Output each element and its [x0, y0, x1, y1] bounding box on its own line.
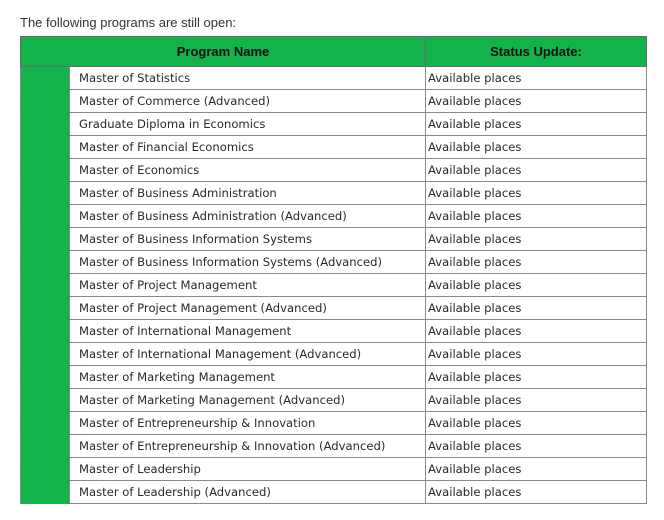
table-row: [21, 389, 647, 412]
programs-table: [20, 36, 647, 504]
status-cell: Available places: [426, 297, 647, 320]
table-row: [21, 435, 647, 458]
row-color-marker: [21, 297, 70, 320]
intro-text: The following programs are still open:: [20, 15, 237, 30]
table-row: [21, 228, 647, 251]
status-cell: Available places: [426, 343, 647, 366]
table-row: [21, 320, 647, 343]
status-cell: Available places: [426, 412, 647, 435]
program-name-cell: Master of International Management: [70, 320, 426, 343]
row-color-marker: [21, 205, 70, 228]
table-row: [21, 412, 647, 435]
status-cell: Available places: [426, 389, 647, 412]
table-row: [21, 251, 647, 274]
row-color-marker: [21, 481, 70, 504]
table-row: [21, 67, 647, 90]
row-color-marker: [21, 159, 70, 182]
table-row: [21, 481, 647, 504]
status-cell: Available places: [426, 90, 647, 113]
program-name-cell: Master of Entrepreneurship & Innovation (Advanced): [70, 435, 426, 458]
program-name-cell: Graduate Diploma in Economics: [70, 113, 426, 136]
programs-table-body: [21, 67, 647, 504]
table-header-row: [21, 37, 647, 67]
status-cell: Available places: [426, 366, 647, 389]
row-color-marker: [21, 343, 70, 366]
program-name-cell: Master of Financial Economics: [70, 136, 426, 159]
program-name-cell: Master of Entrepreneurship & Innovation: [70, 412, 426, 435]
program-name-cell: Master of Economics: [70, 159, 426, 182]
row-color-marker: [21, 320, 70, 343]
table-row: [21, 366, 647, 389]
table-row: [21, 343, 647, 366]
program-name-cell: Master of Marketing Management: [70, 366, 426, 389]
table-row: [21, 113, 647, 136]
row-color-marker: [21, 251, 70, 274]
table-row: [21, 274, 647, 297]
row-color-marker: [21, 182, 70, 205]
program-name-cell: Master of Marketing Management (Advanced): [70, 389, 426, 412]
table-row: [21, 458, 647, 481]
program-name-cell: Master of Commerce (Advanced): [70, 90, 426, 113]
program-name-cell: Master of Project Management (Advanced): [70, 297, 426, 320]
program-name-cell: Master of Project Management: [70, 274, 426, 297]
row-color-marker: [21, 458, 70, 481]
row-color-marker: [21, 274, 70, 297]
table-row: [21, 297, 647, 320]
row-color-marker: [21, 389, 70, 412]
table-row: [21, 159, 647, 182]
row-color-marker: [21, 90, 70, 113]
program-name-cell: Master of Business Administration (Advanced): [70, 205, 426, 228]
table-row: [21, 90, 647, 113]
table-row: [21, 136, 647, 159]
status-cell: Available places: [426, 205, 647, 228]
status-cell: Available places: [426, 320, 647, 343]
status-cell: Available places: [426, 182, 647, 205]
row-color-marker: [21, 67, 70, 90]
program-name-header: Program Name: [21, 37, 426, 67]
row-color-marker: [21, 136, 70, 159]
status-cell: Available places: [426, 458, 647, 481]
status-cell: Available places: [426, 274, 647, 297]
row-color-marker: [21, 435, 70, 458]
status-cell: Available places: [426, 251, 647, 274]
table-row: [21, 205, 647, 228]
program-name-cell: Master of Leadership (Advanced): [70, 481, 426, 504]
status-cell: Available places: [426, 67, 647, 90]
program-name-cell: Master of Statistics: [70, 67, 426, 90]
program-name-cell: Master of International Management (Advanced): [70, 343, 426, 366]
status-cell: Available places: [426, 113, 647, 136]
program-name-cell: Master of Business Information Systems: [70, 228, 426, 251]
program-name-cell: Master of Business Information Systems (Advanced): [70, 251, 426, 274]
status-cell: Available places: [426, 136, 647, 159]
status-cell: Available places: [426, 435, 647, 458]
program-name-cell: Master of Business Administration: [70, 182, 426, 205]
row-color-marker: [21, 113, 70, 136]
program-name-cell: Master of Leadership: [70, 458, 426, 481]
row-color-marker: [21, 412, 70, 435]
status-update-header: Status Update:: [426, 37, 647, 67]
row-color-marker: [21, 366, 70, 389]
row-color-marker: [21, 228, 70, 251]
status-cell: Available places: [426, 159, 647, 182]
table-row: [21, 182, 647, 205]
status-cell: Available places: [426, 481, 647, 504]
status-cell: Available places: [426, 228, 647, 251]
